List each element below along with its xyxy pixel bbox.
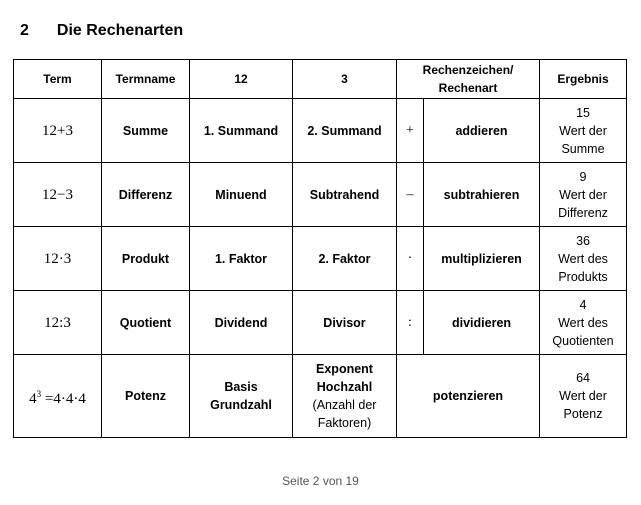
first-operand-cell: [190, 355, 293, 438]
exponent-alt-label: Hochzahl: [316, 380, 373, 394]
termname-cell: Summe: [102, 99, 190, 163]
table-row: [14, 99, 627, 163]
result-cell: [540, 163, 627, 227]
section-title: Die Rechenarten: [56, 22, 184, 39]
exponent-note-line1: (Anzahl der: [312, 398, 377, 412]
result-cell: [540, 291, 627, 355]
result-value: 36: [576, 233, 590, 248]
second-operand-cell: [293, 355, 397, 438]
operator-symbol-cell: :: [397, 291, 424, 355]
result-label-line1: Wert des: [558, 315, 608, 330]
operation-verb-cell: subtrahieren: [424, 163, 540, 227]
header-operator: [397, 60, 540, 99]
result-value: 64: [576, 371, 590, 385]
operator-symbol-cell: –: [397, 163, 424, 227]
first-operand-cell: 1. Faktor: [190, 227, 293, 291]
exponent-note-line2: Faktoren): [317, 416, 372, 430]
second-operand-cell: Subtrahend: [293, 163, 397, 227]
header-operator-line1: Rechenzeichen/: [422, 63, 514, 77]
table-row-power: [14, 355, 627, 438]
result-label-line2: Differenz: [558, 205, 608, 220]
table-row: [14, 291, 627, 355]
result-cell: [540, 355, 627, 438]
result-label-line1: Wert der: [559, 123, 607, 138]
power-expansion: =4·4·4: [44, 390, 86, 407]
result-label-line2: Produkts: [558, 269, 608, 284]
base-label: Basis: [224, 380, 258, 394]
term-cell: 12:3: [14, 291, 102, 355]
result-label-line1: Wert der: [559, 187, 607, 202]
termname-cell: Differenz: [102, 163, 190, 227]
term-cell: 12−3: [14, 163, 102, 227]
header-term: Term: [14, 60, 102, 99]
result-label-line2: Potenz: [563, 407, 603, 421]
second-operand-cell: 2. Summand: [293, 99, 397, 163]
operation-verb-cell: dividieren: [424, 291, 540, 355]
page-footer: Seite 2 von 19: [282, 474, 359, 488]
power-base: 4: [29, 390, 37, 407]
result-label-line1: Wert des: [558, 251, 608, 266]
second-operand-cell: Divisor: [293, 291, 397, 355]
term-cell: 12·3: [14, 227, 102, 291]
first-operand-cell: Dividend: [190, 291, 293, 355]
section-heading: [20, 22, 183, 40]
operator-symbol-cell: ·: [397, 227, 424, 291]
section-number: 2: [20, 22, 29, 39]
header-second-operand: 3: [293, 60, 397, 99]
result-value: 15: [576, 105, 590, 120]
term-cell: [14, 355, 102, 438]
operation-verb-cell: potenzieren: [397, 355, 540, 438]
termname-cell: Quotient: [102, 291, 190, 355]
base-alt-label: Grundzahl: [210, 398, 272, 412]
power-exponent: 3: [36, 388, 42, 399]
second-operand-cell: 2. Faktor: [293, 227, 397, 291]
result-cell: [540, 227, 627, 291]
result-value: 9: [579, 169, 587, 184]
operation-verb-cell: addieren: [424, 99, 540, 163]
result-value: 4: [579, 297, 587, 312]
table-header-row: [14, 60, 627, 99]
header-termname: Termname: [102, 60, 190, 99]
exponent-label: Exponent: [316, 362, 373, 376]
operation-verb-cell: multiplizieren: [424, 227, 540, 291]
result-label-line2: Summe: [561, 141, 605, 156]
result-label-line2: Quotienten: [552, 333, 614, 348]
operator-symbol-cell: +: [397, 99, 424, 163]
result-cell: [540, 99, 627, 163]
table-row: [14, 227, 627, 291]
operations-table: [13, 59, 627, 438]
termname-cell: Potenz: [102, 355, 190, 438]
header-operator-line2: Rechenart: [438, 81, 498, 95]
table-row: [14, 163, 627, 227]
first-operand-cell: 1. Summand: [190, 99, 293, 163]
term-cell: 12+3: [14, 99, 102, 163]
first-operand-cell: Minuend: [190, 163, 293, 227]
header-first-operand: 12: [190, 60, 293, 99]
header-result: Ergebnis: [540, 60, 627, 99]
result-label-line1: Wert der: [559, 389, 607, 403]
termname-cell: Produkt: [102, 227, 190, 291]
